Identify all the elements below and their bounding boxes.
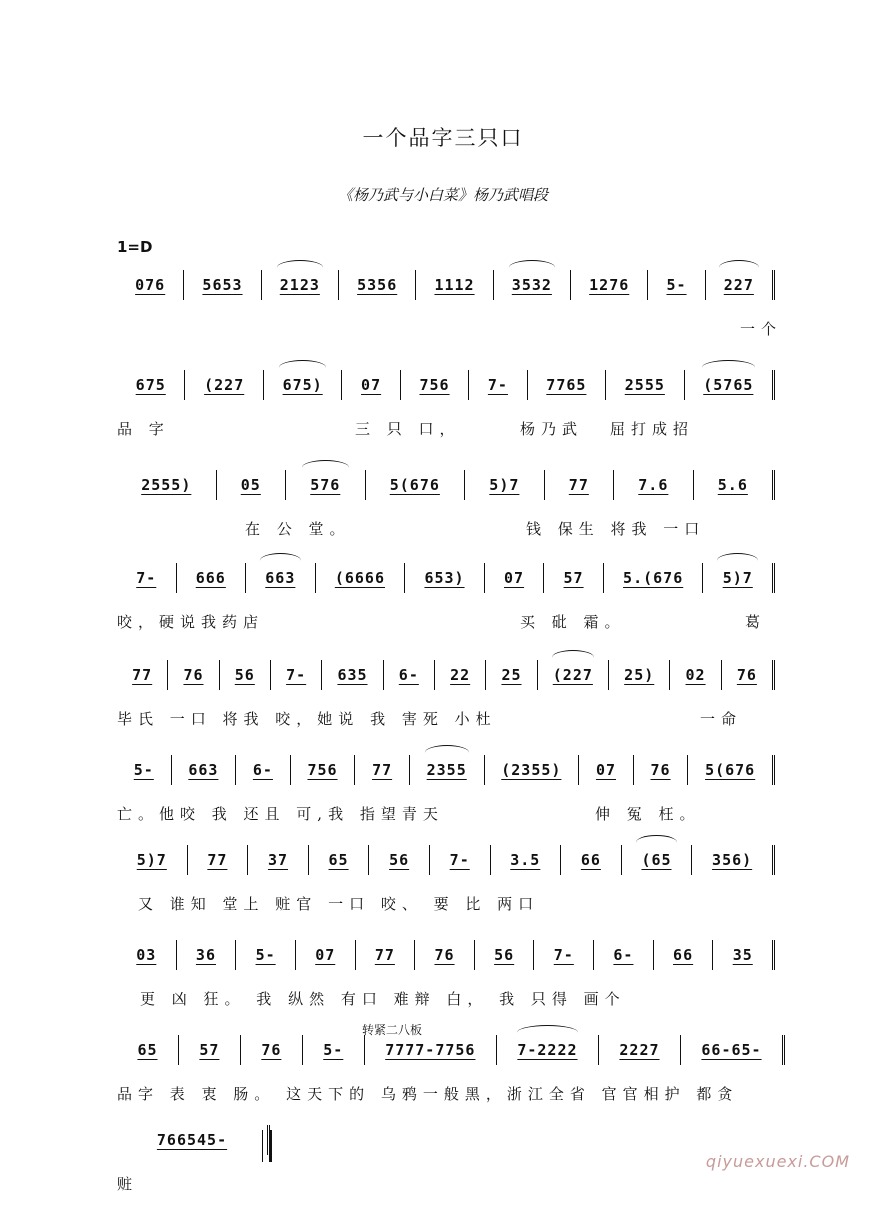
score-system <box>0 940 886 1036</box>
measure: 5356 <box>339 270 416 300</box>
watermark: qiyuexuexi.COM <box>705 1152 850 1171</box>
notation-line <box>117 940 775 970</box>
measure: 5- <box>117 755 172 785</box>
measure: 663 <box>246 563 316 593</box>
measure: 57 <box>544 563 604 593</box>
final-barline <box>262 1130 272 1162</box>
measure: 6- <box>384 660 435 690</box>
measure: 7- <box>534 940 594 970</box>
lyric-text: 钱 保生 将我 一口 <box>526 520 706 538</box>
measure: 635 <box>322 660 383 690</box>
notation-line <box>117 755 775 785</box>
measure: 77 <box>545 470 614 500</box>
slur-mark <box>717 553 758 568</box>
measure: 37 <box>248 845 309 875</box>
slur-mark <box>552 650 594 665</box>
lyric-text: 亡。他咬 我 还且 可,我 指望青天 <box>117 805 444 823</box>
measure: 77 <box>188 845 249 875</box>
measure: 56 <box>369 845 430 875</box>
measure: 35 <box>713 940 775 970</box>
lyric-text: 毕氏 一口 将我 咬，她说 我 害死 小杜 <box>117 710 497 728</box>
measure: 5(676 <box>688 755 775 785</box>
measure: 766545- <box>117 1125 270 1155</box>
slur-mark <box>260 553 301 568</box>
measure: 66 <box>654 940 714 970</box>
measure: 227 <box>706 270 775 300</box>
measure: 675 <box>117 370 185 400</box>
measure: 65 <box>309 845 370 875</box>
lyric-text: 屈打成招 <box>610 420 695 438</box>
measure: 77 <box>117 660 168 690</box>
measure: 5- <box>236 940 296 970</box>
lyric-text: 赃 <box>117 1175 139 1193</box>
slur-mark <box>509 260 555 275</box>
measure: 5)7 <box>703 563 775 593</box>
lyric-text: 葛 <box>745 613 767 631</box>
measure: (65 <box>622 845 693 875</box>
score-system <box>0 470 886 566</box>
measure: 2227 <box>599 1035 681 1065</box>
measure: 756 <box>291 755 356 785</box>
measure: 5653 <box>184 270 261 300</box>
lyric-text: 又 谁知 堂上 赃官 一口 咬、 要 比 两口 <box>138 895 540 913</box>
measure: 05 <box>217 470 286 500</box>
measure: 7- <box>117 563 177 593</box>
lyric-text: 三 只 口， <box>355 420 461 438</box>
slur-mark <box>425 745 469 760</box>
slur-mark <box>279 360 325 375</box>
measure: 653) <box>405 563 485 593</box>
measure: 25 <box>486 660 537 690</box>
measure: 3.5 <box>491 845 562 875</box>
slur-mark <box>302 460 349 475</box>
measure: 1112 <box>416 270 493 300</box>
measure: 756 <box>401 370 469 400</box>
score-system <box>0 270 886 366</box>
measure: 1276 <box>571 270 648 300</box>
measure: 07 <box>342 370 400 400</box>
measure: 663 <box>172 755 237 785</box>
song-title: 一个品字三只口 <box>362 126 524 150</box>
measure: 07 <box>485 563 545 593</box>
measure: 7- <box>469 370 527 400</box>
measure: 03 <box>117 940 177 970</box>
notation-line <box>117 370 775 400</box>
measure: 2555) <box>117 470 217 500</box>
measure: 66-65- <box>681 1035 785 1065</box>
lyric-text: 一命 <box>700 710 743 728</box>
measure: 5(676 <box>366 470 466 500</box>
measure: 6- <box>236 755 291 785</box>
measure: 57 <box>179 1035 241 1065</box>
song-subtitle: 《杨乃武与小白菜》杨乃武唱段 <box>337 186 548 204</box>
notation-line <box>117 563 775 593</box>
measure: 76 <box>241 1035 303 1065</box>
notation-line <box>117 1035 785 1065</box>
measure: 66 <box>561 845 622 875</box>
lyric-text: 一个 <box>740 320 783 338</box>
lyric-text: 买 砒 霜。 <box>520 613 626 631</box>
measure: 2555 <box>606 370 684 400</box>
measure: 7-2222 <box>497 1035 599 1065</box>
slur-mark <box>636 835 678 850</box>
measure: 5.6 <box>694 470 776 500</box>
measure: 7- <box>271 660 322 690</box>
measure: 2355 <box>410 755 485 785</box>
slur-mark <box>517 1025 578 1040</box>
measure: 675) <box>264 370 342 400</box>
score-system <box>0 370 886 466</box>
measure: 02 <box>670 660 721 690</box>
measure: 6- <box>594 940 654 970</box>
notation-line <box>117 845 775 875</box>
score-system <box>0 563 886 659</box>
measure: 65 <box>117 1035 179 1065</box>
notation-line <box>117 470 775 500</box>
measure: 076 <box>117 270 184 300</box>
measure: (227 <box>538 660 609 690</box>
measure: 7777-7756 <box>365 1035 497 1065</box>
measure: 5- <box>303 1035 365 1065</box>
measure: 5.(676 <box>604 563 704 593</box>
lyric-text: 杨乃武 <box>520 420 584 438</box>
measure: (6666 <box>316 563 406 593</box>
measure: 2123 <box>262 270 339 300</box>
measure: 77 <box>356 940 416 970</box>
measure: 56 <box>475 940 535 970</box>
measure: 76 <box>168 660 219 690</box>
notation-line <box>117 660 775 690</box>
lyric-text: 咬，硬说我药店 <box>117 613 265 631</box>
slur-mark <box>702 360 755 375</box>
score-system <box>0 755 886 851</box>
measure: 07 <box>579 755 634 785</box>
measure: (2355) <box>485 755 580 785</box>
lyric-text: 更 凶 狂。 我 纵然 有口 难辩 白， 我 只得 画个 <box>140 990 626 1008</box>
measure: 77 <box>355 755 410 785</box>
measure: 07 <box>296 940 356 970</box>
measure: 7765 <box>528 370 606 400</box>
measure: 76 <box>634 755 689 785</box>
lyric-text: 品字 表 衷 肠。 这天下的 乌鸦一般黑，浙江全省 官官相护 都贪 <box>117 1085 739 1103</box>
score-system <box>0 1023 886 1131</box>
measure: 576 <box>286 470 366 500</box>
key-signature: 1=D <box>117 238 153 256</box>
measure: 76 <box>722 660 775 690</box>
measure: 22 <box>435 660 486 690</box>
tempo-mark: 转紧二八板 <box>362 1023 423 1037</box>
measure: 7- <box>430 845 491 875</box>
measure: 25) <box>609 660 670 690</box>
measure: 5)7 <box>117 845 188 875</box>
notation-line <box>117 1125 270 1155</box>
measure: 5)7 <box>465 470 545 500</box>
score-system <box>0 845 886 941</box>
measure: 5- <box>648 270 705 300</box>
measure: 56 <box>220 660 271 690</box>
notation-line <box>117 270 775 300</box>
measure: 7.6 <box>614 470 694 500</box>
measure: 36 <box>177 940 237 970</box>
lyric-text: 在 公 堂。 <box>245 520 351 538</box>
measure: (227 <box>185 370 263 400</box>
measure: (5765 <box>685 370 776 400</box>
score-system <box>0 660 886 756</box>
measure: 3532 <box>494 270 571 300</box>
lyric-text: 品 字 <box>117 420 170 438</box>
slur-mark <box>277 260 323 275</box>
lyric-text: 伸 冤 枉。 <box>595 805 701 823</box>
score-system <box>0 1125 886 1221</box>
measure: 666 <box>177 563 247 593</box>
measure: 76 <box>415 940 475 970</box>
measure: 356) <box>692 845 775 875</box>
slur-mark <box>719 260 759 275</box>
